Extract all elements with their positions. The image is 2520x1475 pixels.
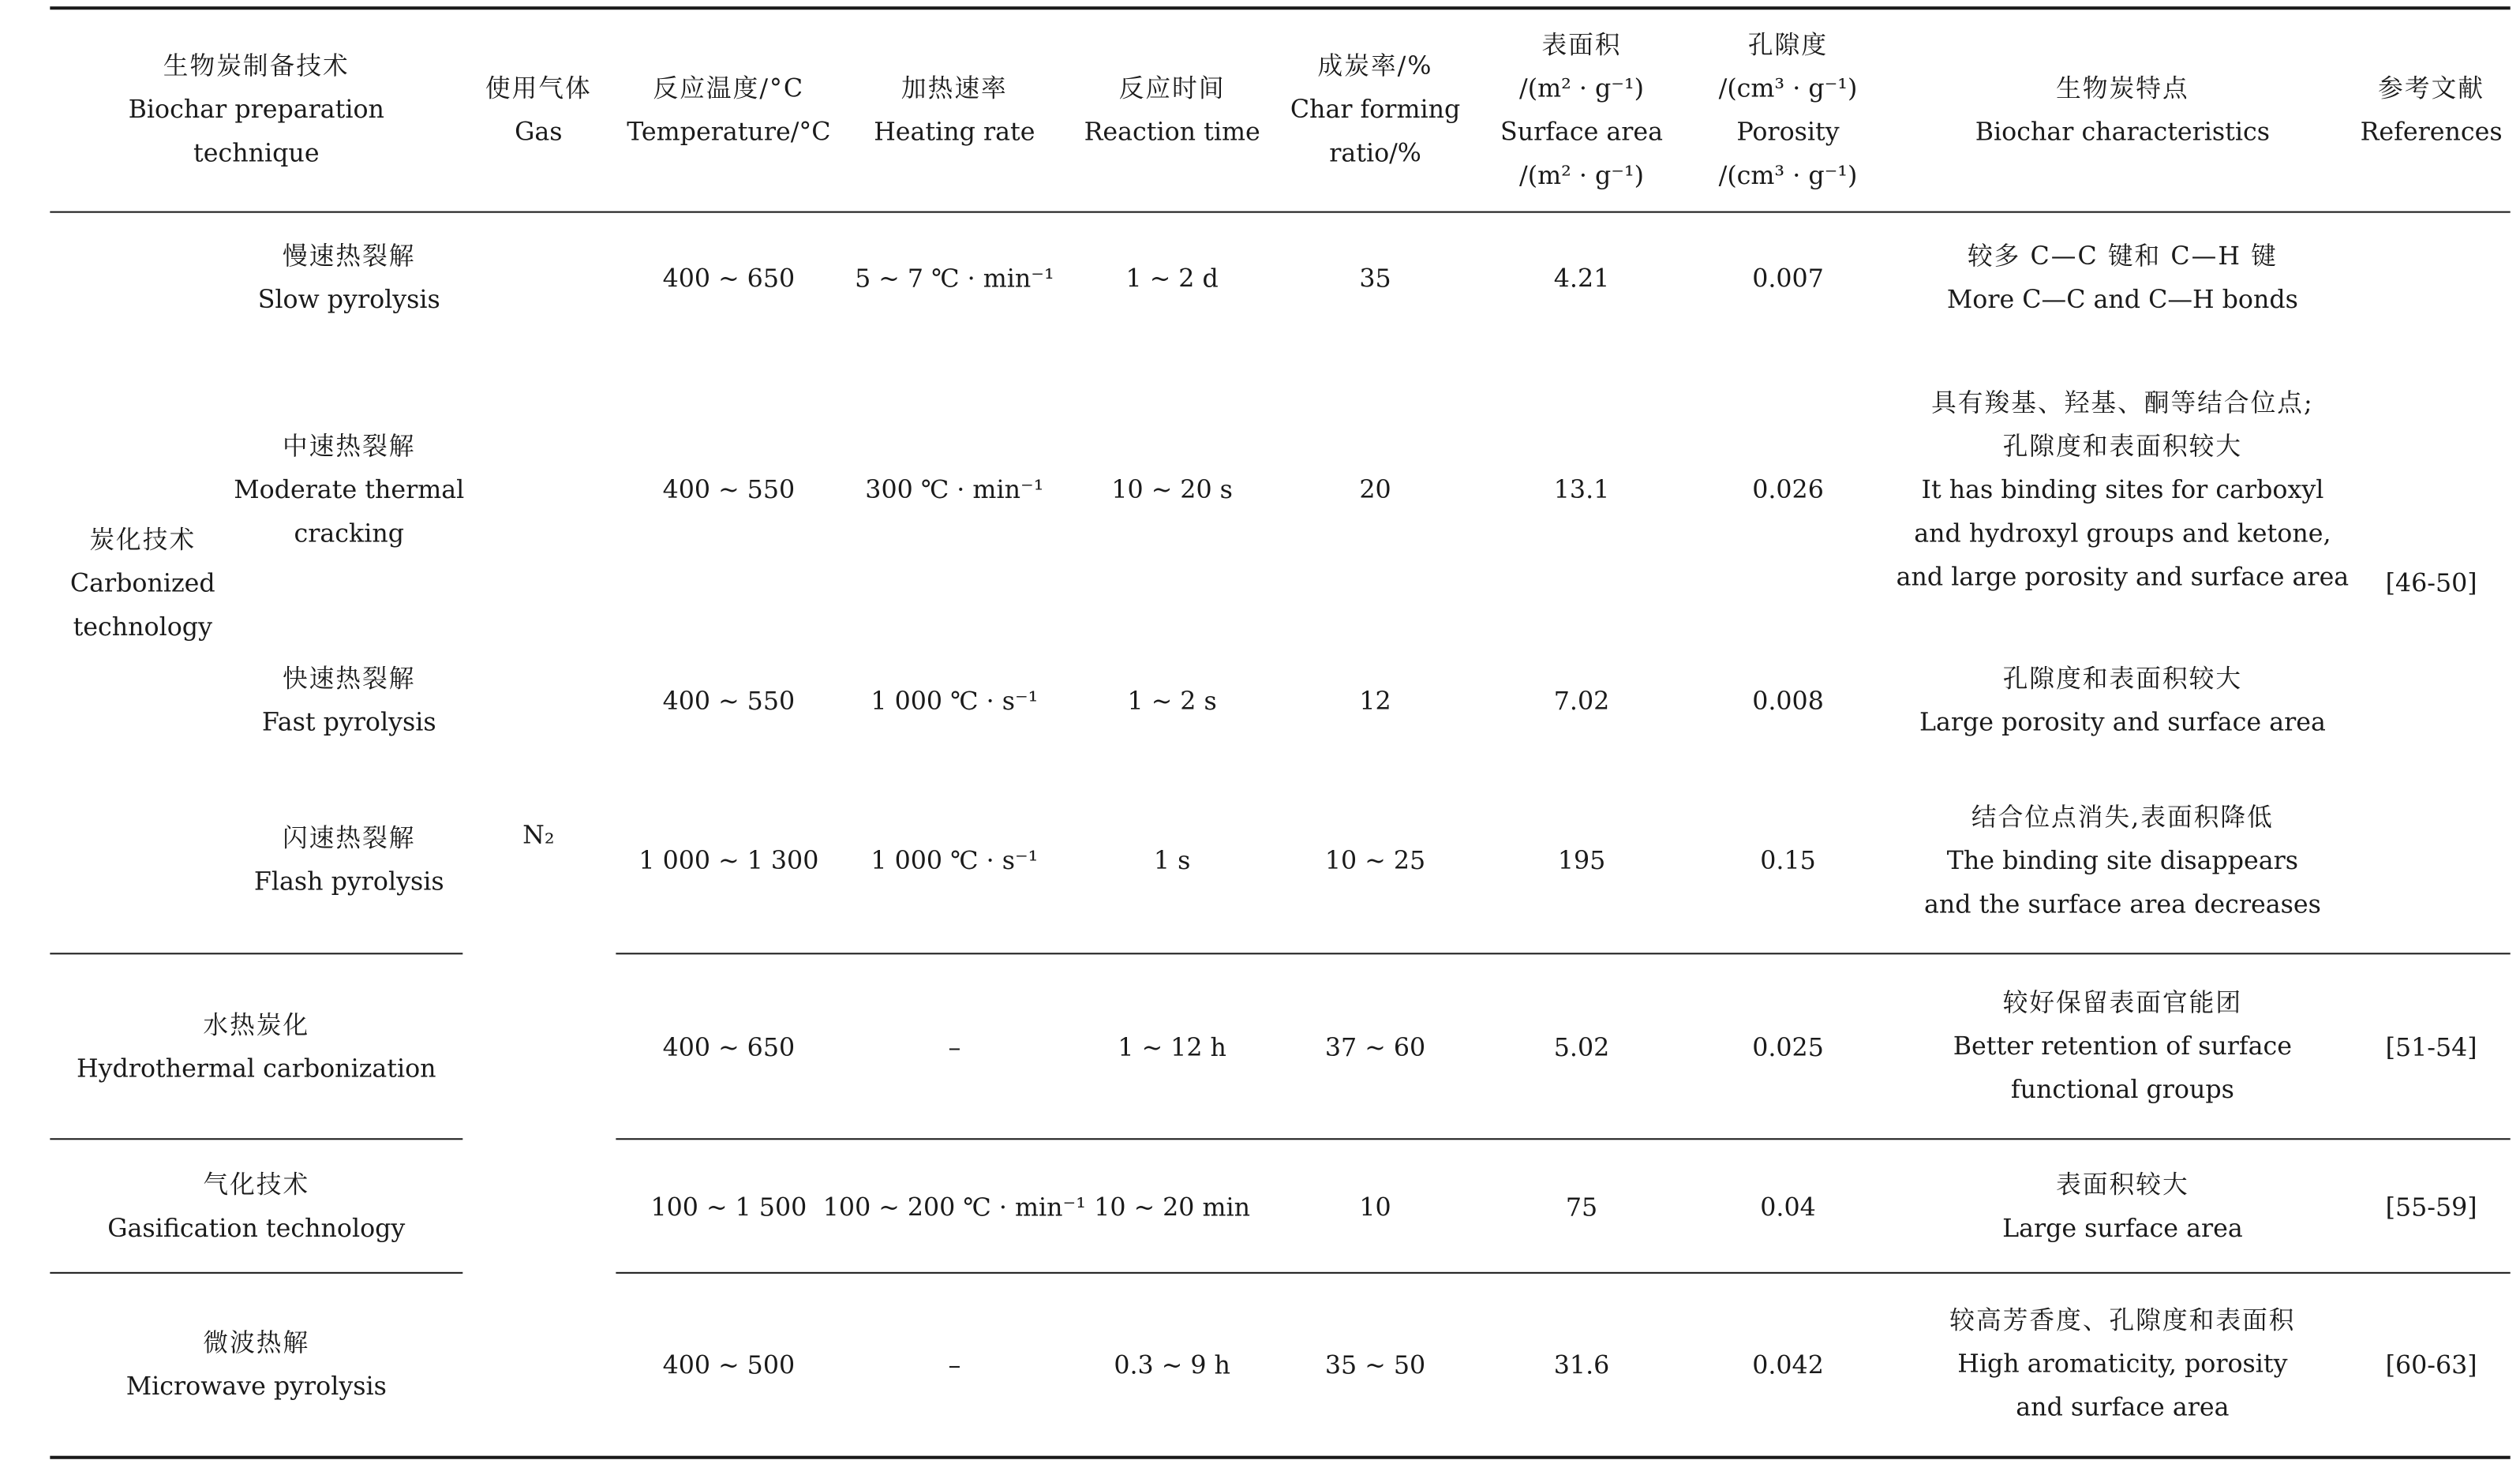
row-microwave-heating-rate: – bbox=[948, 1350, 961, 1380]
row-slow-heating-rate: 5 ~ 7 ℃ · min⁻¹ bbox=[855, 264, 1054, 294]
row-microwave-reaction-time: 0.3 ~ 9 h bbox=[1114, 1350, 1230, 1380]
row-fast-characteristics: 孔隙度和表面积较大 Large porosity and surface area bbox=[1919, 664, 2326, 737]
row-flash-surface-area: 195 bbox=[1557, 846, 1606, 876]
row-fast-heating-rate: 1 000 ℃ · s⁻¹ bbox=[871, 687, 1039, 717]
row-gasification-heating-rate: 100 ~ 200 ℃ · min⁻¹ bbox=[822, 1192, 1086, 1222]
row-microwave-references: [60-63] bbox=[2385, 1350, 2477, 1380]
row-moderate-characteristics: 具有羧基、羟基、酮等结合位点; 孔隙度和表面积较大 It has binding sites for carboxyl and hydroxyl groups and ketone, and large porosity and surface area bbox=[1896, 387, 2350, 591]
header-gas: 使用气体 Gas bbox=[485, 73, 592, 146]
row-moderate-temperature: 400 ~ 550 bbox=[662, 475, 796, 505]
row-microwave-characteristics: 较高芳香度、孔隙度和表面积 High aromaticity, porosity and surface area bbox=[1949, 1305, 2296, 1422]
row-slow-reaction-time: 1 ~ 2 d bbox=[1125, 264, 1219, 294]
row-moderate-surface-area: 13.1 bbox=[1553, 475, 1610, 505]
hydrothermal-section-rule-right bbox=[616, 1138, 2510, 1140]
row-microwave-char-rate: 35 ~ 50 bbox=[1324, 1350, 1426, 1380]
row-moderate-porosity: 0.026 bbox=[1752, 475, 1824, 505]
row-fast-char-rate: 12 bbox=[1359, 687, 1391, 717]
carbonized-section-rule-right bbox=[616, 953, 2510, 954]
row-microwave-temperature: 400 ~ 500 bbox=[662, 1350, 796, 1380]
header-technique: 生物炭制备技术 Biochar preparation technique bbox=[128, 51, 384, 168]
row-slow-char-rate: 35 bbox=[1359, 264, 1391, 294]
row-hydrothermal-porosity: 0.025 bbox=[1752, 1032, 1824, 1062]
carbonized-section-rule-left bbox=[50, 953, 462, 954]
header-reaction-time: 反应时间 Reaction time bbox=[1084, 73, 1260, 146]
row-microwave-porosity: 0.042 bbox=[1752, 1350, 1824, 1380]
gasification-section-rule-right bbox=[616, 1272, 2510, 1274]
row-hydrothermal-characteristics: 较好保留表面官能团 Better retention of surface functional groups bbox=[1953, 988, 2293, 1105]
header-heating-rate: 加热速率 Heating rate bbox=[874, 73, 1035, 146]
row-slow-surface-area: 4.21 bbox=[1553, 264, 1610, 294]
group-carbonized-technology: 炭化技术 Carbonized technology bbox=[69, 524, 215, 642]
header-char-rate: 成炭率/% Char forming ratio/% bbox=[1290, 51, 1461, 168]
row-gasification-reaction-time: 10 ~ 20 min bbox=[1094, 1192, 1251, 1222]
row-gasification-surface-area: 75 bbox=[1565, 1192, 1598, 1222]
header-characteristics: 生物炭特点 Biochar characteristics bbox=[1975, 73, 2271, 146]
row-gasification-references: [55-59] bbox=[2385, 1192, 2477, 1222]
row-microwave-name: 微波热解 Microwave pyrolysis bbox=[125, 1327, 387, 1401]
row-flash-porosity: 0.15 bbox=[1760, 846, 1816, 876]
row-hydrothermal-char-rate: 37 ~ 60 bbox=[1324, 1032, 1426, 1062]
row-hydrothermal-name: 水热炭化 Hydrothermal carbonization bbox=[77, 1009, 436, 1083]
header-porosity: 孔隙度 /(cm³ · g⁻¹) Porosity /(cm³ · g⁻¹) bbox=[1718, 29, 1858, 190]
row-moderate-heating-rate: 300 ℃ · min⁻¹ bbox=[865, 475, 1044, 505]
row-moderate-reaction-time: 10 ~ 20 s bbox=[1111, 475, 1233, 505]
row-fast-porosity: 0.008 bbox=[1752, 687, 1824, 717]
header-surface-area: 表面积 /(m² · g⁻¹) Surface area /(m² · g⁻¹) bbox=[1500, 29, 1664, 190]
hydrothermal-section-rule-left bbox=[50, 1138, 462, 1140]
row-slow-name: 慢速热裂解 Slow pyrolysis bbox=[257, 241, 440, 315]
row-gasification-characteristics: 表面积较大 Large surface area bbox=[2002, 1170, 2243, 1243]
header-references: 参考文献 References bbox=[2360, 73, 2503, 146]
row-fast-name: 快速热裂解 Fast pyrolysis bbox=[261, 664, 436, 737]
row-gasification-temperature: 100 ~ 1 500 bbox=[650, 1192, 807, 1222]
row-hydrothermal-heating-rate: – bbox=[948, 1032, 961, 1062]
row-hydrothermal-surface-area: 5.02 bbox=[1553, 1032, 1610, 1062]
row-gasification-name: 气化技术 Gasification technology bbox=[107, 1170, 406, 1243]
table-bottom-rule bbox=[50, 1456, 2510, 1459]
row-flash-characteristics: 结合位点消失,表面积降低 The binding site disappears and the surface area decreases bbox=[1923, 802, 2321, 919]
row-flash-reaction-time: 1 s bbox=[1153, 846, 1191, 876]
row-fast-reaction-time: 1 ~ 2 s bbox=[1127, 687, 1217, 717]
row-hydrothermal-references: [51-54] bbox=[2385, 1032, 2477, 1062]
header-bottom-rule bbox=[50, 212, 2510, 213]
header-temperature: 反应温度/°C Temperature/°C bbox=[627, 73, 831, 146]
row-gasification-porosity: 0.04 bbox=[1760, 1192, 1816, 1222]
gasification-section-rule-left bbox=[50, 1272, 462, 1274]
row-moderate-char-rate: 20 bbox=[1359, 475, 1391, 505]
row-flash-heating-rate: 1 000 ℃ · s⁻¹ bbox=[871, 846, 1039, 876]
row-gasification-char-rate: 10 bbox=[1359, 1192, 1391, 1222]
row-slow-temperature: 400 ~ 650 bbox=[662, 264, 796, 294]
row-fast-temperature: 400 ~ 550 bbox=[662, 687, 796, 717]
row-hydrothermal-temperature: 400 ~ 650 bbox=[662, 1032, 796, 1062]
row-fast-surface-area: 7.02 bbox=[1553, 687, 1610, 717]
row-moderate-name: 中速热裂解 Moderate thermal cracking bbox=[234, 431, 465, 548]
row-flash-temperature: 1 000 ~ 1 300 bbox=[638, 846, 819, 876]
row-hydrothermal-reaction-time: 1 ~ 12 h bbox=[1118, 1032, 1226, 1062]
row-slow-porosity: 0.007 bbox=[1752, 264, 1824, 294]
row-flash-char-rate: 10 ~ 25 bbox=[1324, 846, 1426, 876]
row-flash-name: 闪速热裂解 Flash pyrolysis bbox=[253, 823, 444, 897]
gas-n2-merged: N₂ bbox=[522, 820, 555, 850]
references-carbonized: [46-50] bbox=[2385, 569, 2477, 598]
row-microwave-surface-area: 31.6 bbox=[1553, 1350, 1610, 1380]
row-slow-characteristics: 较多 C—C 键和 C—H 键 More C—C and C—H bonds bbox=[1946, 241, 2298, 315]
